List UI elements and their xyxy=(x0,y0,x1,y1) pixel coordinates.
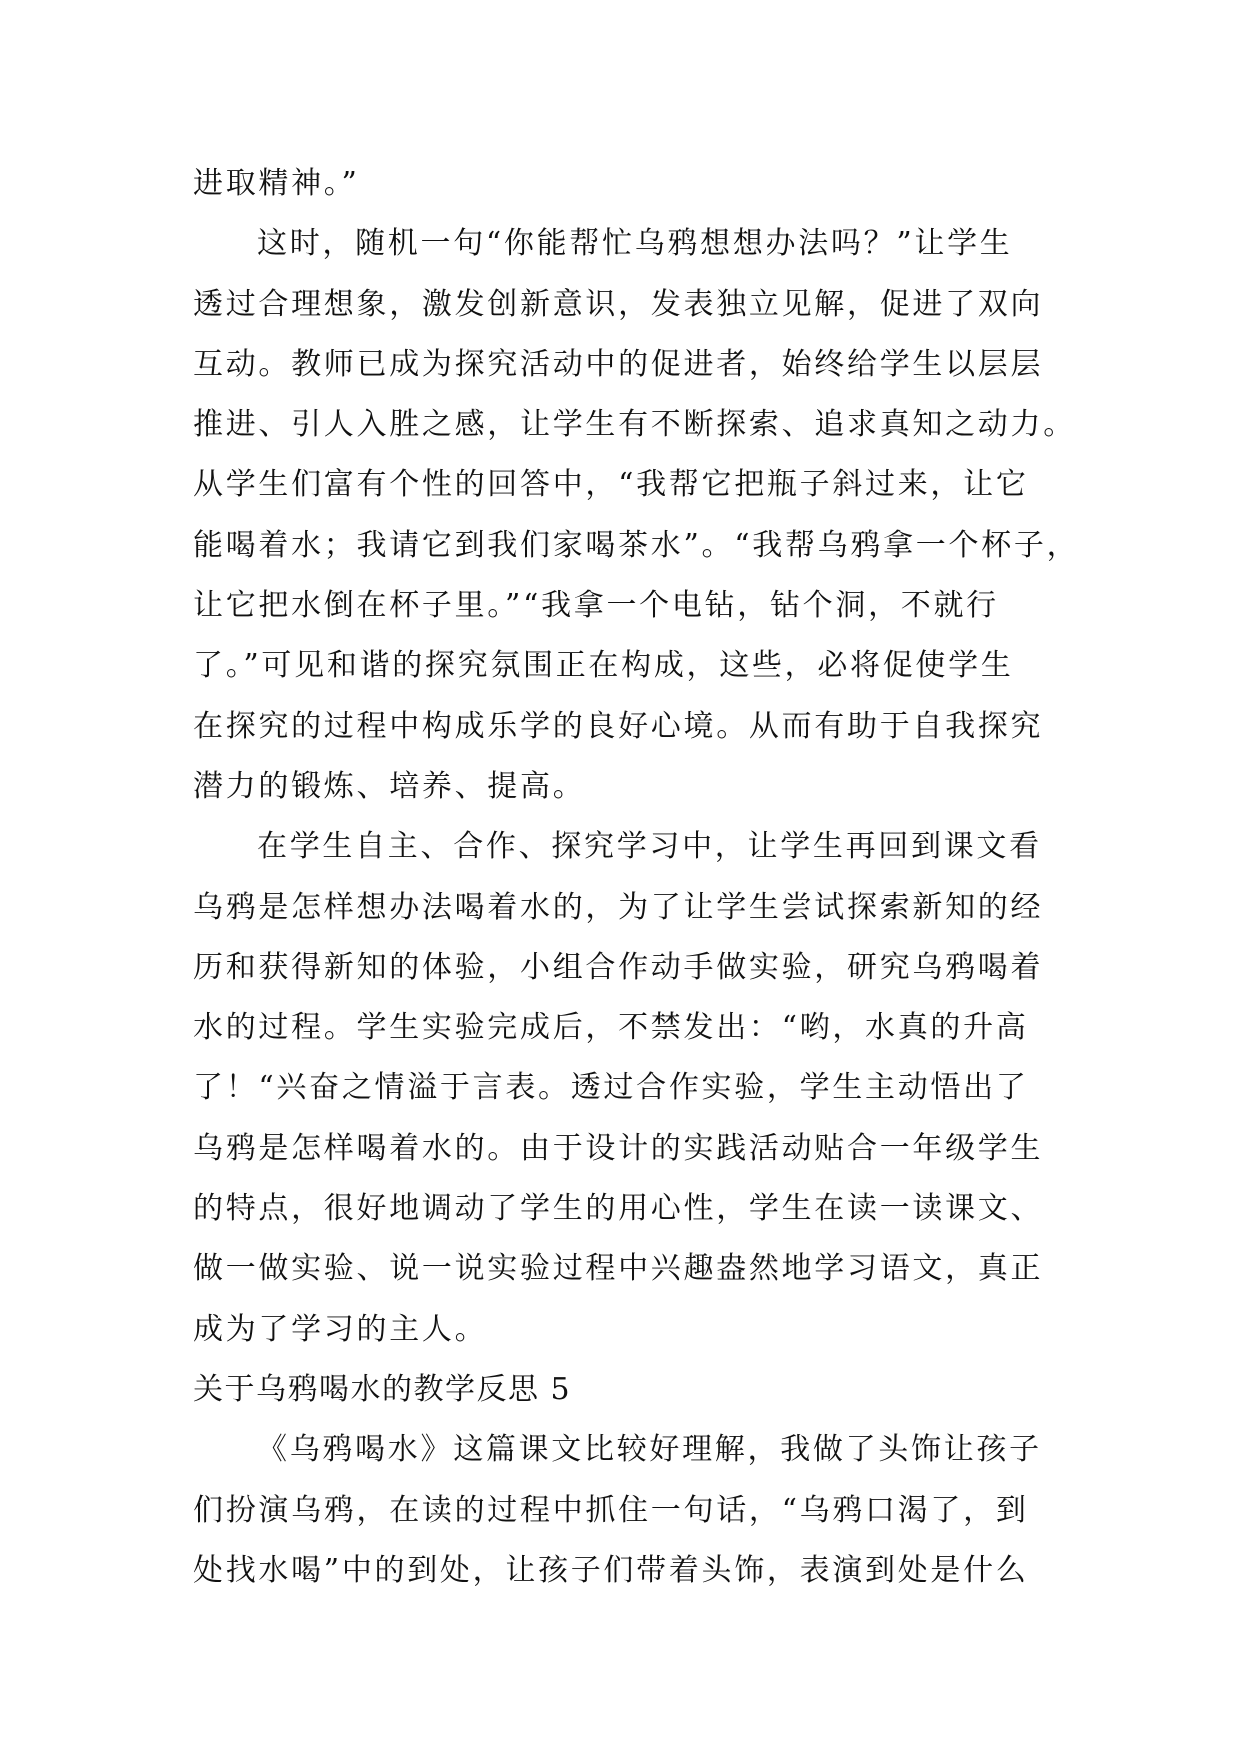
text-line: 推进、引人入胜之感，让学生有不断探索、追求真知之动力。 xyxy=(193,407,1076,443)
text-line: 这时，随机一句“你能帮忙乌鸦想想办法吗？”让学生 xyxy=(257,226,1013,262)
text-line: 《乌鸦喝水》这篇课文比较好理解，我做了头饰让孩子 xyxy=(257,1432,1042,1468)
text-line: 潜力的锻炼、培养、提高。 xyxy=(193,768,586,804)
text-line: 处找水喝”中的到处，让孩子们带着头饰，表演到处是什么 xyxy=(193,1552,1029,1588)
text-line: 透过合理想象，激发创新意识，发表独立见解，促进了双向 xyxy=(193,286,1044,322)
text-line: 了！“兴奋之情溢于言表。透过合作实验，学生主动悟出了 xyxy=(193,1070,1029,1106)
text-line: 在学生自主、合作、探究学习中，让学生再回到课文看 xyxy=(257,829,1042,865)
text-line: 乌鸦是怎样喝着水的。由于设计的实践活动贴合一年级学生 xyxy=(193,1130,1044,1166)
text-line: 互动。教师已成为探究活动中的促进者，始终给学生以层层 xyxy=(193,346,1044,382)
text-line: 乌鸦是怎样想办法喝着水的，为了让学生尝试探索新知的经 xyxy=(193,889,1044,925)
text-line: 做一做实验、说一说实验过程中兴趣盎然地学习语文，真正 xyxy=(193,1251,1044,1287)
text-line: 了。”可见和谐的探究氛围正在构成，这些，必将促使学生 xyxy=(193,648,1014,684)
text-line: 历和获得新知的体验，小组合作动手做实验，研究乌鸦喝着 xyxy=(193,949,1044,985)
text-line: 们扮演乌鸦，在读的过程中抓住一句话，“乌鸦口渴了，到 xyxy=(193,1492,1029,1528)
text-line: 的特点，很好地调动了学生的用心性，学生在读一读课文、 xyxy=(193,1191,1044,1227)
text-line: 能喝着水；我请它到我们家喝茶水”。“我帮乌鸦拿一个杯子， xyxy=(193,527,1080,563)
document-body xyxy=(193,154,1080,1601)
text-line: 从学生们富有个性的回答中，“我帮它把瓶子斜过来，让它 xyxy=(193,467,1029,503)
text-line: 进取精神。” xyxy=(193,166,360,201)
text-line: 成为了学习的主人。 xyxy=(193,1311,488,1347)
text-line: 在探究的过程中构成乐学的良好心境。从而有助于自我探究 xyxy=(193,708,1044,744)
section-heading: 关于乌鸦喝水的教学反思 5 xyxy=(193,1371,572,1407)
text-line: 水的过程。学生实验完成后，不禁发出：“哟，水真的升高 xyxy=(193,1010,1029,1046)
text-line: 让它把水倒在杯子里。”“我拿一个电钻，钻个洞，不就行 xyxy=(193,588,999,624)
